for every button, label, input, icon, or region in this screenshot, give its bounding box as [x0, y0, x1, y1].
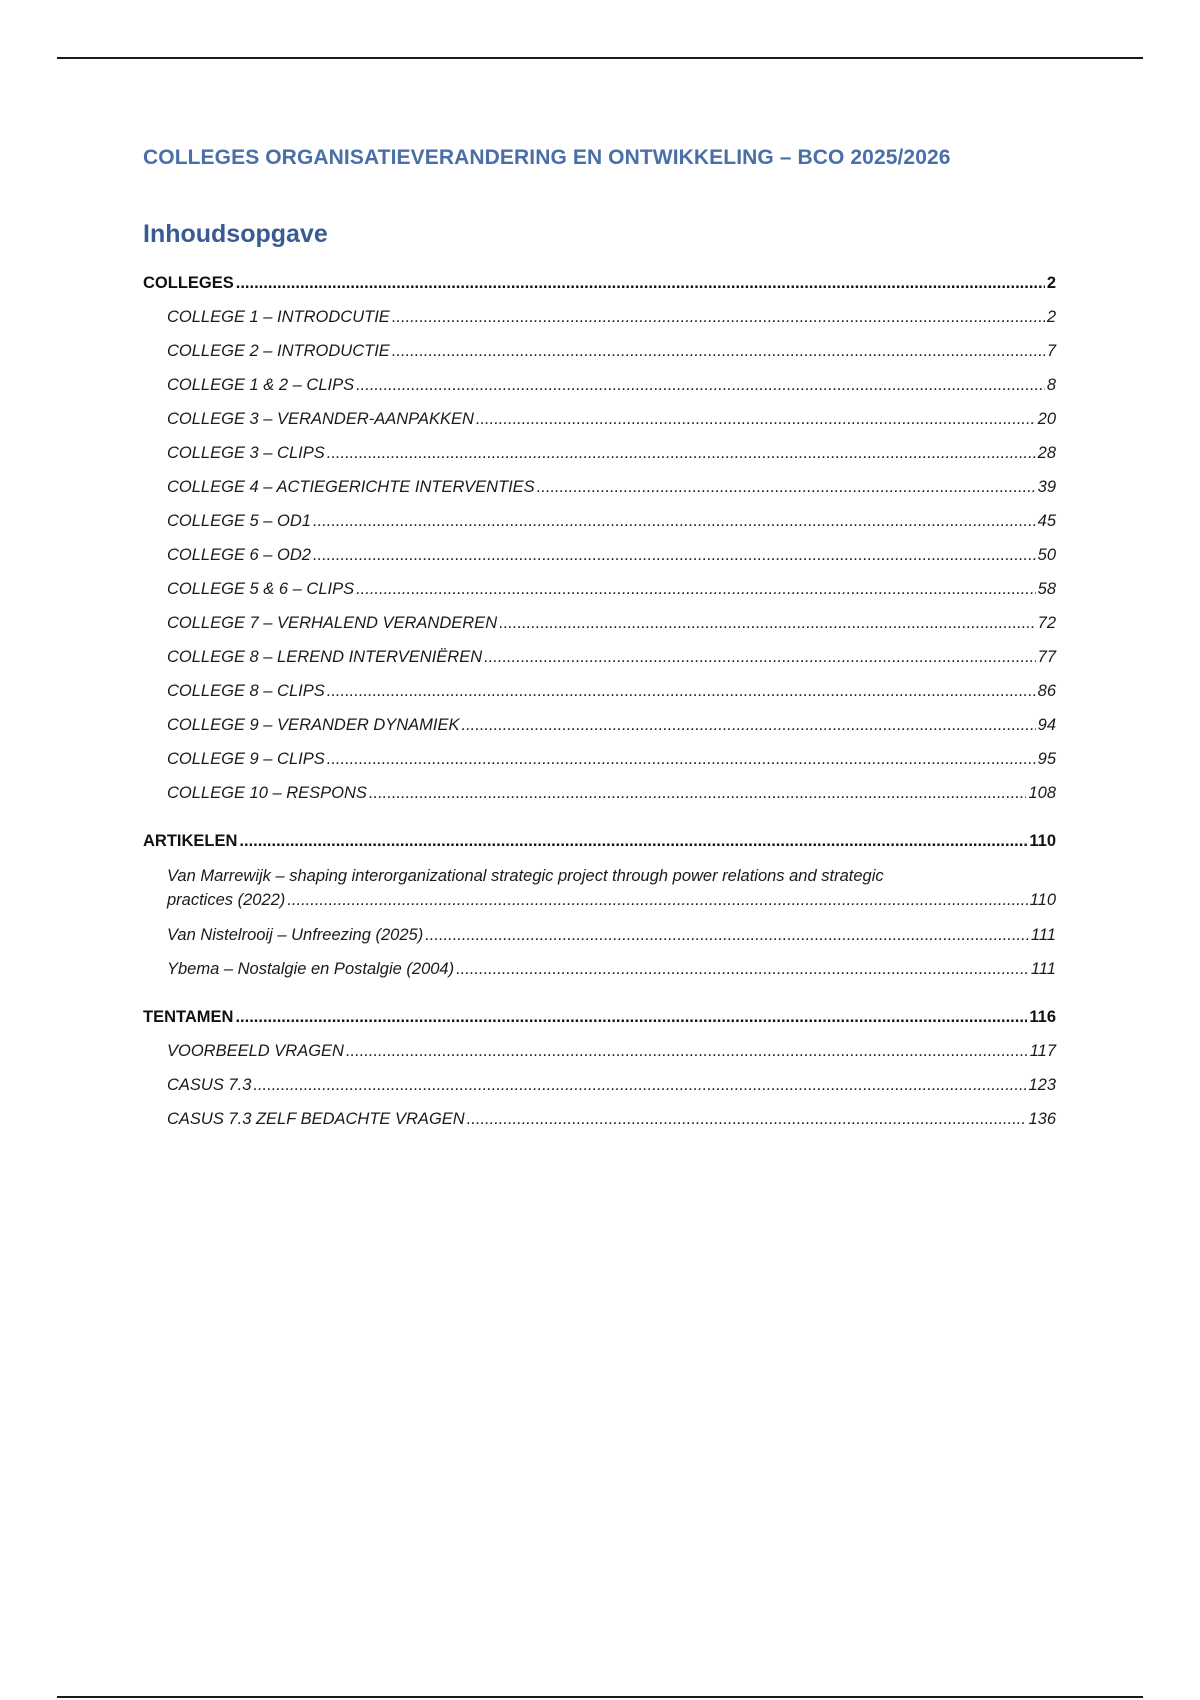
toc-leader-dots — [327, 748, 1036, 770]
document-title: COLLEGES ORGANISATIEVERANDERING EN ONTWIKKELING – BCO 2025/2026 — [143, 146, 951, 169]
toc-page-number: 123 — [1028, 1076, 1056, 1094]
toc-leader-dots — [462, 714, 1036, 736]
toc-entry-casus-7-3-zelf-bedachte-vragen[interactable] — [143, 1108, 1056, 1130]
toc-entry-college-7[interactable] — [143, 612, 1056, 634]
toc-leader-dots — [313, 544, 1036, 566]
toc-entry-voorbeeld-vragen[interactable] — [143, 1040, 1056, 1062]
toc-entry-label: VOORBEELD VRAGEN — [167, 1042, 344, 1060]
toc-page-number: 110 — [1029, 891, 1056, 909]
toc-page-number: 39 — [1037, 478, 1056, 496]
toc-leader-dots — [467, 1108, 1027, 1130]
toc-entry-label: COLLEGE 1 & 2 – CLIPS — [167, 376, 355, 394]
toc-entry-label: COLLEGE 7 – VERHALEND VERANDEREN — [167, 614, 498, 632]
toc-entry-label: COLLEGE 4 – ACTIEGERICHTE INTERVENTIES — [167, 478, 535, 496]
toc-page-number: 94 — [1037, 716, 1056, 734]
toc-entry-tentamen[interactable] — [143, 1004, 1056, 1028]
toc-page-number: 111 — [1030, 926, 1056, 944]
toc-entry-line2 — [167, 888, 1056, 912]
toc-leader-dots — [327, 680, 1036, 702]
toc-leader-dots — [425, 924, 1029, 946]
toc-page-number: 7 — [1046, 342, 1056, 360]
toc-leader-dots — [476, 408, 1036, 430]
toc-entry-van-marrewijk[interactable] — [143, 864, 1056, 912]
toc-entry-label: Van Nistelrooij – Unfreezing (2025) — [167, 926, 424, 944]
toc-page-number: 45 — [1037, 512, 1056, 530]
toc-entry-college-1-2-clips[interactable] — [143, 374, 1056, 396]
toc-entry-college-9[interactable] — [143, 714, 1056, 736]
toc-entry-label: COLLEGE 3 – CLIPS — [167, 444, 325, 462]
toc-entry-label: COLLEGES — [143, 274, 234, 292]
toc-leader-dots — [313, 510, 1036, 532]
toc-entry-label: CASUS 7.3 — [167, 1076, 252, 1094]
toc-entry-college-2[interactable] — [143, 340, 1056, 362]
toc-entry-label-line2: practices (2022) — [167, 891, 286, 909]
toc-entry-label: COLLEGE 8 – CLIPS — [167, 682, 325, 700]
toc-entry-college-8-clips[interactable] — [143, 680, 1056, 702]
toc-page-number: 8 — [1046, 376, 1056, 394]
toc-entry-label: CASUS 7.3 ZELF BEDACHTE VRAGEN — [167, 1110, 465, 1128]
toc-heading: Inhoudsopgave — [143, 220, 328, 248]
toc-entry-label: COLLEGE 5 & 6 – CLIPS — [167, 580, 355, 598]
toc-entry-college-3-clips[interactable] — [143, 442, 1056, 464]
toc-leader-dots — [537, 476, 1036, 498]
toc-leader-dots — [356, 578, 1036, 600]
toc-leader-dots — [392, 340, 1045, 362]
toc-leader-dots — [287, 888, 1027, 912]
toc-entry-van-nistelrooij[interactable] — [143, 924, 1056, 946]
toc-entry-label: COLLEGE 10 – RESPONS — [167, 784, 367, 802]
toc-leader-dots — [356, 374, 1045, 396]
toc-section-colleges — [143, 270, 1056, 804]
table-of-contents — [143, 270, 1056, 1130]
toc-section-artikelen — [143, 828, 1056, 980]
toc-entry-label: COLLEGE 9 – CLIPS — [167, 750, 325, 768]
toc-page-number: 2 — [1046, 308, 1056, 326]
toc-page-number: 20 — [1037, 410, 1056, 428]
header-rule — [57, 57, 1143, 59]
toc-leader-dots — [456, 958, 1029, 980]
toc-page-number: 72 — [1037, 614, 1056, 632]
toc-entry-college-4[interactable] — [143, 476, 1056, 498]
toc-leader-dots — [253, 1074, 1026, 1096]
toc-leader-dots — [484, 646, 1036, 668]
toc-entry-label: TENTAMEN — [143, 1008, 234, 1026]
toc-leader-dots — [236, 272, 1045, 294]
toc-entry-label: COLLEGE 3 – VERANDER-AANPAKKEN — [167, 410, 474, 428]
toc-page-number: 111 — [1030, 960, 1056, 978]
toc-entry-label: COLLEGE 1 – INTRODCUTIE — [167, 308, 390, 326]
toc-entry-college-10[interactable] — [143, 782, 1056, 804]
toc-entry-label: Ybema – Nostalgie en Postalgie (2004) — [167, 960, 455, 978]
toc-page-number: 117 — [1029, 1042, 1056, 1060]
toc-page-number: 86 — [1037, 682, 1056, 700]
toc-section-tentamen — [143, 1004, 1056, 1130]
toc-entry-ybema[interactable] — [143, 958, 1056, 980]
toc-page-number: 50 — [1037, 546, 1056, 564]
toc-page-number: 95 — [1037, 750, 1056, 768]
toc-leader-dots — [392, 306, 1045, 328]
page-content — [143, 143, 1056, 1142]
toc-entry-label: COLLEGE 5 – OD1 — [167, 512, 311, 530]
toc-leader-dots — [239, 830, 1027, 852]
toc-leader-dots — [369, 782, 1027, 804]
toc-entry-casus-7-3[interactable] — [143, 1074, 1056, 1096]
toc-page-number: 28 — [1037, 444, 1056, 462]
toc-entry-label-line1: Van Marrewijk – shaping interorganizational strategic project through power relations and strategic — [167, 867, 884, 885]
toc-leader-dots — [499, 612, 1036, 634]
toc-leader-dots — [327, 442, 1036, 464]
toc-entry-college-1[interactable] — [143, 306, 1056, 328]
toc-entry-college-3[interactable] — [143, 408, 1056, 430]
toc-page-number: 110 — [1029, 832, 1056, 850]
toc-entry-label: COLLEGE 6 – OD2 — [167, 546, 311, 564]
toc-entry-college-9-clips[interactable] — [143, 748, 1056, 770]
toc-page-number: 2 — [1046, 274, 1056, 292]
toc-entry-label: COLLEGE 8 – LEREND INTERVENIËREN — [167, 648, 483, 666]
toc-entry-colleges[interactable] — [143, 270, 1056, 294]
toc-entry-college-5-6-clips[interactable] — [143, 578, 1056, 600]
toc-page-number: 108 — [1028, 784, 1056, 802]
toc-leader-dots — [235, 1006, 1027, 1028]
toc-entry-college-5[interactable] — [143, 510, 1056, 532]
toc-entry-artikelen[interactable] — [143, 828, 1056, 852]
toc-entry-label: ARTIKELEN — [143, 832, 238, 850]
toc-entry-college-8[interactable] — [143, 646, 1056, 668]
toc-page-number: 58 — [1037, 580, 1056, 598]
toc-page-number: 136 — [1028, 1110, 1056, 1128]
toc-entry-label: COLLEGE 9 – VERANDER DYNAMIEK — [167, 716, 460, 734]
footer-rule — [57, 1696, 1143, 1698]
toc-page-number: 77 — [1037, 648, 1056, 666]
toc-entry-label: COLLEGE 2 – INTRODUCTIE — [167, 342, 390, 360]
toc-leader-dots — [346, 1040, 1028, 1062]
toc-page-number: 116 — [1029, 1008, 1056, 1026]
toc-entry-college-6[interactable] — [143, 544, 1056, 566]
